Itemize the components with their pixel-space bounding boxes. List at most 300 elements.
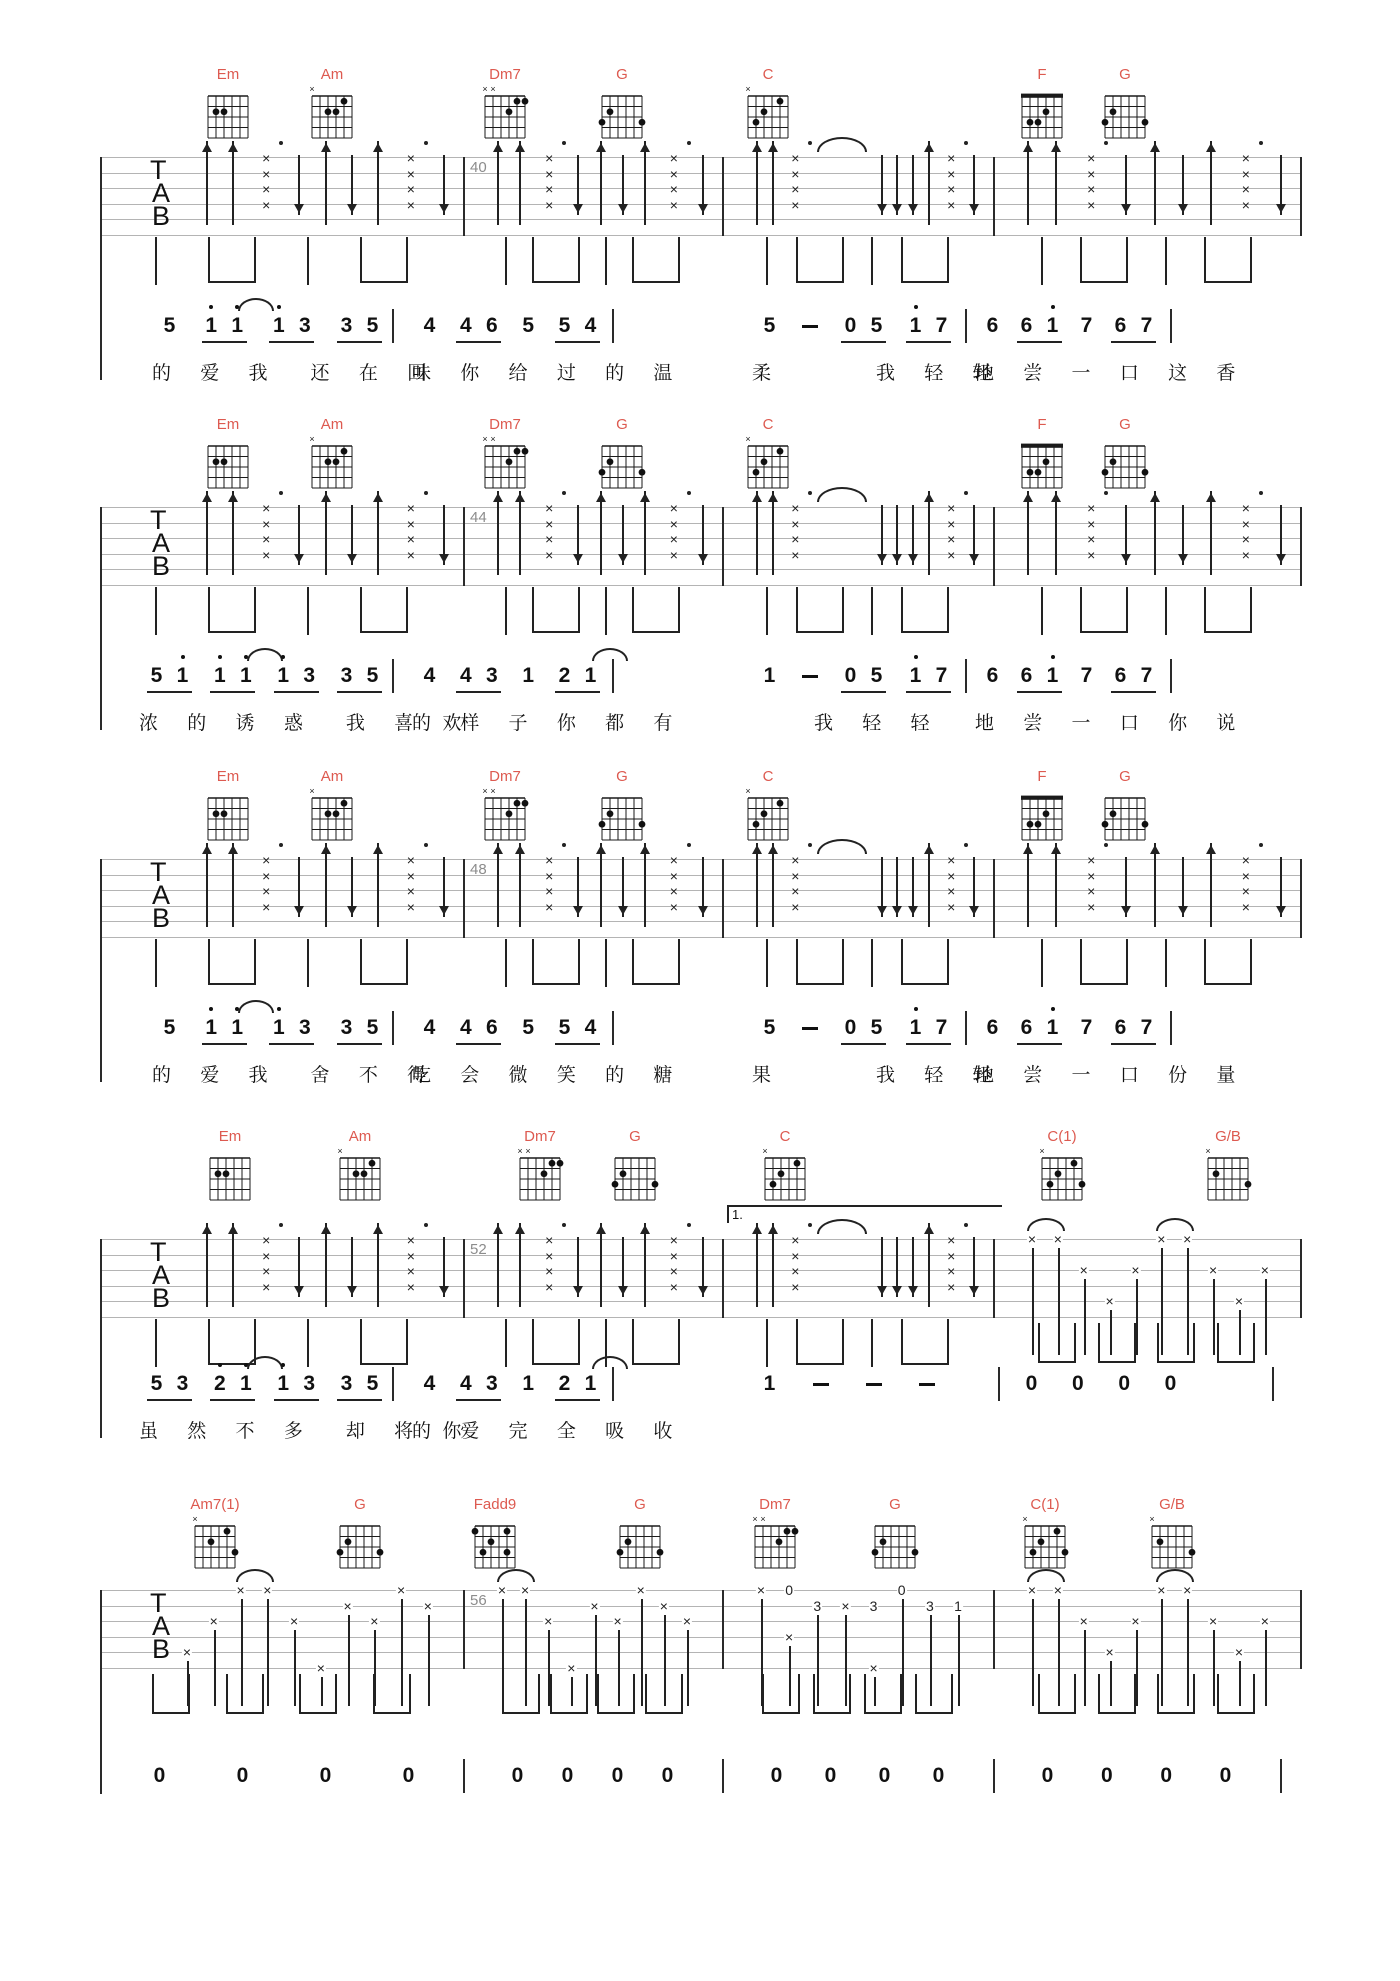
measure-barline xyxy=(993,157,995,236)
muted-note-x-icon: × xyxy=(1234,1293,1244,1309)
strum-up-arrow-icon xyxy=(519,141,521,225)
chord-diagram-g xyxy=(596,786,648,842)
svg-text:×: × xyxy=(490,84,496,94)
svg-text:×: × xyxy=(309,84,315,94)
beam-bracket xyxy=(550,1674,588,1714)
strum-down-arrow-icon xyxy=(1182,505,1184,565)
strum-up-arrow-icon xyxy=(519,491,521,575)
chord-diagram-fadd9 xyxy=(469,1514,521,1570)
beam-bracket xyxy=(532,587,580,633)
system-start-barline xyxy=(100,507,102,730)
melody-note: 4 xyxy=(423,314,436,337)
beam-stem xyxy=(1041,939,1043,987)
melody-note: 5 xyxy=(150,1372,163,1395)
strum-down-arrow-icon xyxy=(896,505,898,565)
melody-note: 5 xyxy=(366,664,379,687)
beam-stem xyxy=(1165,939,1167,987)
chord-diagram-am xyxy=(306,84,358,140)
note-group xyxy=(519,664,538,693)
mute-strum-column: × × × × xyxy=(666,1233,682,1295)
measure-barline xyxy=(993,1239,995,1318)
beam-bracket xyxy=(1204,587,1252,633)
melody-measure xyxy=(993,1764,1280,1793)
beam-bracket xyxy=(532,1319,580,1365)
beam-bracket xyxy=(796,587,844,633)
beam-stem xyxy=(871,939,873,987)
staccato-dot xyxy=(562,843,566,847)
melody-note: 1 xyxy=(1046,314,1059,338)
mute-strum-column: × × × × xyxy=(1238,151,1254,213)
muted-note-x-icon: × xyxy=(497,1582,507,1598)
beam-bracket xyxy=(208,237,256,283)
muted-note-x-icon: × xyxy=(1131,1262,1140,1278)
strum-measure xyxy=(497,491,704,591)
chord-g xyxy=(1099,84,1151,145)
eighth-note-group xyxy=(269,1016,314,1045)
chord-dm7 xyxy=(479,84,531,145)
note-group xyxy=(160,314,179,343)
chord-diagram-g xyxy=(609,1146,661,1202)
chord-name-am: Am xyxy=(320,66,344,83)
melody-note: 0 xyxy=(319,1764,332,1787)
svg-text:×: × xyxy=(482,786,488,796)
eighth-note-group xyxy=(456,664,501,693)
chord-name-am: Am xyxy=(320,768,344,785)
melody-note: 3 xyxy=(303,664,315,687)
melody-note: 4 xyxy=(584,1016,597,1039)
beam-row xyxy=(1023,587,1270,639)
mute-strum-column: × × × × xyxy=(787,853,803,915)
system-start-barline xyxy=(100,859,102,1082)
tie-arc-icon xyxy=(817,839,867,854)
eighth-note-group xyxy=(337,1372,382,1401)
note-group xyxy=(1038,1764,1057,1793)
lyrics-line: 味 你 给 过 的 温 xyxy=(412,363,685,384)
melody-note: 6 xyxy=(986,1016,999,1039)
melody-note: 7 xyxy=(1080,664,1093,687)
strum-up-arrow-icon xyxy=(928,843,930,927)
beam-stem xyxy=(1165,237,1167,285)
melody-note: 0 xyxy=(402,1764,415,1787)
strum-down-arrow-icon xyxy=(881,505,883,565)
melody-note: 1 xyxy=(1046,664,1059,688)
beam-row xyxy=(493,587,692,639)
chord-diagram-c xyxy=(742,84,794,140)
lyrics-line: 浓 的 诱 惑 我 喜 欢 xyxy=(139,713,474,734)
staccato-dot xyxy=(1259,843,1263,847)
chord-name-am7-1: Am7(1) xyxy=(190,1496,240,1513)
melody-barline xyxy=(1170,659,1172,693)
beam-bracket xyxy=(901,1319,949,1365)
strum-up-arrow-icon xyxy=(1210,843,1212,927)
muted-note-x-icon: × xyxy=(756,1582,766,1598)
lyrics-line: 吃 会 微 笑 的 糖 xyxy=(412,1065,685,1086)
strum-up-arrow-icon xyxy=(206,491,208,575)
melody-note: 4 xyxy=(423,664,436,687)
beam-row xyxy=(752,587,963,639)
svg-text:×: × xyxy=(490,434,496,444)
chord-f xyxy=(1016,786,1068,847)
strum-measure xyxy=(497,1223,704,1323)
melody-note: 6 xyxy=(986,664,999,687)
melody-note: 7 xyxy=(935,664,948,687)
beam-row xyxy=(756,1674,959,1718)
chord-diagram-g xyxy=(596,84,648,140)
melody-note: 6 xyxy=(1114,1016,1127,1039)
muted-note-x-icon: × xyxy=(1053,1582,1062,1598)
chord-diagram-g-b xyxy=(1202,1146,1254,1202)
melody-note: 0 xyxy=(1164,1372,1177,1395)
melody-note: 7 xyxy=(935,314,948,337)
chord-g xyxy=(869,1514,921,1575)
chord-diagram-am xyxy=(306,434,358,490)
strum-up-arrow-icon xyxy=(377,491,379,575)
lyrics-line: 的 爱 完 全 吸 收 xyxy=(412,1421,685,1442)
measure-barline xyxy=(722,507,724,586)
strum-down-arrow-icon xyxy=(622,155,624,215)
eighth-note-group xyxy=(841,314,886,343)
beam-row xyxy=(752,939,963,991)
eighth-note-group xyxy=(202,1016,247,1045)
chord-name-f: F xyxy=(1037,768,1047,785)
mute-strum-column: × × × × xyxy=(943,151,959,213)
melody-note: 3 xyxy=(340,664,353,687)
chord-g xyxy=(1099,786,1151,847)
melody-measure xyxy=(392,1016,612,1045)
beam-bracket xyxy=(1080,939,1128,985)
beam-stem xyxy=(155,1319,157,1367)
beam-bracket xyxy=(632,1319,680,1365)
tab-clef-letter-a: A xyxy=(152,178,171,208)
chord-am7-1 xyxy=(189,1514,241,1575)
mute-strum-column: × × × × xyxy=(1083,151,1099,213)
measure-barline xyxy=(463,157,465,236)
tab-clef-letter-b: B xyxy=(152,903,171,933)
system-start-barline xyxy=(100,1590,102,1794)
strum-up-arrow-icon xyxy=(377,1223,379,1307)
strum-up-arrow-icon xyxy=(206,843,208,927)
tab-clef-letter-t: T xyxy=(150,857,167,887)
beam-bracket xyxy=(373,1674,411,1714)
svg-text:×: × xyxy=(482,84,488,94)
octave-dot xyxy=(1051,305,1055,309)
note-group xyxy=(821,1764,840,1793)
staccato-dot xyxy=(687,141,691,145)
strum-up-arrow-icon xyxy=(325,491,327,575)
octave-dot xyxy=(281,655,285,659)
chord-diagram-am7-1 xyxy=(189,1514,241,1570)
strum-up-arrow-icon xyxy=(497,1223,499,1307)
melody-note: 4 xyxy=(459,1372,472,1395)
svg-text:×: × xyxy=(745,786,751,796)
lyrics-line: 地 尝 一 口 你 说 xyxy=(975,713,1248,734)
muted-note-x-icon: × xyxy=(1079,1613,1088,1629)
half-note-dash xyxy=(866,1383,882,1386)
melody-note: 4 xyxy=(584,314,597,337)
half-note-dash xyxy=(802,325,818,328)
strum-up-arrow-icon xyxy=(1055,491,1057,575)
beam-stem xyxy=(307,587,309,635)
strum-down-arrow-icon xyxy=(443,857,445,917)
melody-note: 1 xyxy=(763,1372,776,1395)
beam-bracket xyxy=(1038,1323,1076,1363)
note-group xyxy=(760,1016,779,1045)
strum-up-arrow-icon xyxy=(928,1223,930,1307)
beam-row xyxy=(752,237,963,289)
beam-stem xyxy=(871,587,873,635)
eighth-note-group xyxy=(1111,314,1156,343)
beam-bracket xyxy=(796,237,844,283)
strum-measure xyxy=(206,1223,445,1323)
melody-barline xyxy=(1170,1011,1172,1045)
note-group xyxy=(1097,1764,1116,1793)
strum-measure xyxy=(1027,491,1282,591)
chord-f xyxy=(1016,84,1068,145)
strum-measure xyxy=(1027,843,1282,943)
measure-barline xyxy=(1300,1239,1302,1318)
svg-text:×: × xyxy=(745,434,751,444)
strum-down-arrow-icon xyxy=(298,505,300,565)
eighth-note-group xyxy=(555,1372,600,1401)
melody-note: 0 xyxy=(878,1764,891,1787)
measure-barline xyxy=(722,1590,724,1669)
measure-barline xyxy=(993,859,995,938)
measure-barline xyxy=(722,1239,724,1318)
melody-note: 0 xyxy=(844,1016,857,1039)
strum-down-arrow-icon xyxy=(702,857,704,917)
melody-barline xyxy=(1280,1759,1282,1793)
octave-dot xyxy=(209,1007,213,1011)
muted-note-x-icon: × xyxy=(544,1613,553,1629)
strum-up-arrow-icon xyxy=(756,141,758,225)
chord-diagram-dm7 xyxy=(479,84,531,140)
melody-note: 1 xyxy=(239,664,252,688)
chord-diagram-g xyxy=(334,1514,386,1570)
measure-barline xyxy=(463,1590,465,1669)
strum-down-arrow-icon xyxy=(912,155,914,215)
melody-note: 1 xyxy=(213,664,226,688)
strum-measure xyxy=(756,1223,975,1323)
chord-em xyxy=(202,84,254,145)
mute-strum-column: × × × × xyxy=(943,501,959,563)
chord-diagram-c-1 xyxy=(1036,1146,1088,1202)
melody-note: 3 xyxy=(340,1372,353,1395)
strum-up-arrow-icon xyxy=(206,141,208,225)
note-group xyxy=(608,1764,627,1793)
muted-note-x-icon: × xyxy=(397,1582,406,1598)
staccato-dot xyxy=(424,843,428,847)
tab-clef-letter-b: B xyxy=(152,1283,171,1313)
melody-note: 0 xyxy=(153,1764,166,1787)
staccato-dot xyxy=(687,843,691,847)
beam-row xyxy=(497,1674,688,1718)
octave-dot xyxy=(914,655,918,659)
beam-stem xyxy=(307,237,309,285)
strum-up-arrow-icon xyxy=(1027,141,1029,225)
strum-up-arrow-icon xyxy=(772,491,774,575)
staccato-dot xyxy=(279,491,283,495)
tab-clef-letter-t: T xyxy=(150,1588,167,1618)
melody-note: 0 xyxy=(236,1764,249,1787)
strum-measure xyxy=(756,491,975,591)
strum-up-arrow-icon xyxy=(928,141,930,225)
svg-text:×: × xyxy=(309,434,315,444)
note-group xyxy=(810,1372,832,1391)
chord-c-1 xyxy=(1036,1146,1088,1207)
muted-note-x-icon: × xyxy=(636,1582,645,1598)
beam-stem xyxy=(605,587,607,635)
beam-stem xyxy=(766,1319,768,1367)
staccato-dot xyxy=(1259,141,1263,145)
melody-barline xyxy=(1272,1367,1274,1401)
melody-note: 0 xyxy=(844,664,857,687)
melody-note: 7 xyxy=(1080,1016,1093,1039)
note-group xyxy=(1068,1372,1087,1401)
melody-note: 2 xyxy=(558,664,571,687)
beam-stem xyxy=(505,587,507,635)
note-group xyxy=(760,664,779,693)
melody-note: 1 xyxy=(239,1372,252,1396)
strum-up-arrow-icon xyxy=(497,141,499,225)
svg-text:×: × xyxy=(525,1146,531,1156)
strum-up-arrow-icon xyxy=(772,1223,774,1307)
note-group xyxy=(760,1372,779,1401)
melody-note: 0 xyxy=(1025,1372,1038,1395)
melody-measure xyxy=(105,664,392,693)
strum-down-arrow-icon xyxy=(351,505,353,565)
muted-note-x-icon: × xyxy=(613,1613,622,1629)
beam-stem xyxy=(1041,237,1043,285)
chord-diagram-g xyxy=(1099,786,1151,842)
mute-strum-column: × × × × xyxy=(1238,853,1254,915)
melody-note: 4 xyxy=(423,1372,436,1395)
beam-bracket xyxy=(1098,1674,1136,1714)
staccato-dot xyxy=(687,491,691,495)
mute-strum-column: × × × × xyxy=(403,151,419,213)
beam-bracket xyxy=(1217,1323,1255,1363)
beam-stem xyxy=(605,237,607,285)
melody-note: 0 xyxy=(770,1764,783,1787)
strum-up-arrow-icon xyxy=(232,141,234,225)
octave-dot xyxy=(277,1007,281,1011)
strum-down-arrow-icon xyxy=(298,1237,300,1297)
beam-row xyxy=(752,1319,963,1371)
octave-dot xyxy=(914,305,918,309)
staccato-dot xyxy=(562,1223,566,1227)
measure-number: 52 xyxy=(470,1241,487,1258)
chord-fadd9 xyxy=(469,1514,521,1575)
mute-strum-column: × × × × xyxy=(943,1233,959,1295)
chord-diagram-em xyxy=(202,434,254,490)
note-group xyxy=(160,1016,179,1045)
strum-up-arrow-icon xyxy=(1210,141,1212,225)
strum-down-arrow-icon xyxy=(443,1237,445,1297)
strum-down-arrow-icon xyxy=(577,155,579,215)
chord-diagram-g-b xyxy=(1146,1514,1198,1570)
note-group xyxy=(519,1372,538,1401)
tab-fret-number: 0 xyxy=(785,1582,794,1598)
lyrics-line: 地 尝 一 口 这 香 xyxy=(975,363,1248,384)
staccato-dot xyxy=(964,491,968,495)
chord-name-em: Em xyxy=(218,1128,242,1145)
melody-note: 7 xyxy=(935,1016,948,1039)
beam-bracket xyxy=(796,1319,844,1365)
beam-bracket xyxy=(1098,1323,1136,1363)
melody-measure xyxy=(392,1372,612,1401)
svg-text:×: × xyxy=(762,1146,768,1156)
measure-barline xyxy=(463,1239,465,1318)
note-group xyxy=(799,1016,821,1035)
beam-bracket xyxy=(208,587,256,633)
chord-diagram-c-1 xyxy=(1019,1514,1071,1570)
note-group xyxy=(233,1764,252,1793)
eighth-note-group xyxy=(906,314,951,343)
chord-name-c-1: C(1) xyxy=(1030,1496,1060,1513)
note-group xyxy=(760,314,779,343)
note-group xyxy=(1077,664,1096,693)
strum-down-arrow-icon xyxy=(443,505,445,565)
beam-bracket xyxy=(901,939,949,985)
chord-c xyxy=(742,434,794,495)
svg-text:×: × xyxy=(309,786,315,796)
mute-strum-column: × × × × xyxy=(1083,853,1099,915)
note-group xyxy=(1161,1372,1180,1401)
melody-note: 7 xyxy=(1140,1016,1153,1039)
system-start-barline xyxy=(100,157,102,380)
tab-clef-letter-a: A xyxy=(152,1611,171,1641)
tie-arc-icon xyxy=(238,1000,274,1013)
staccato-dot xyxy=(279,1223,283,1227)
muted-note-x-icon: × xyxy=(590,1597,599,1614)
chord-g xyxy=(1099,434,1151,495)
chord-g xyxy=(596,434,648,495)
beam-row xyxy=(130,939,433,991)
strum-down-arrow-icon xyxy=(973,1237,975,1297)
strum-measure xyxy=(756,141,975,241)
melody-note: 5 xyxy=(150,664,163,687)
tab-clef-letter-b: B xyxy=(152,201,171,231)
tab-fret-number: 0 xyxy=(897,1582,906,1598)
strum-up-arrow-icon xyxy=(1027,843,1029,927)
chord-am xyxy=(334,1146,386,1207)
chord-diagram-em xyxy=(202,786,254,842)
chord-am xyxy=(306,434,358,495)
mute-strum-column: × × × × xyxy=(541,1233,557,1295)
tie-arc-icon xyxy=(1027,1218,1065,1231)
muted-note-x-icon: × xyxy=(236,1582,245,1598)
strum-up-arrow-icon xyxy=(644,141,646,225)
melody-note: 5 xyxy=(522,1016,534,1039)
mute-strum-column: × × × × xyxy=(541,853,557,915)
melody-note: 5 xyxy=(870,664,883,687)
half-note-dash xyxy=(802,1027,818,1030)
strum-up-arrow-icon xyxy=(600,141,602,225)
staccato-dot xyxy=(1259,491,1263,495)
beam-bracket xyxy=(226,1674,264,1714)
staccato-dot xyxy=(424,1223,428,1227)
svg-text:×: × xyxy=(760,1514,766,1524)
chord-diagram-c xyxy=(742,786,794,842)
octave-dot xyxy=(209,305,213,309)
beam-bracket xyxy=(152,1674,190,1714)
strum-down-arrow-icon xyxy=(1280,505,1282,565)
staccato-dot xyxy=(279,843,283,847)
eighth-note-group xyxy=(555,1016,600,1045)
staccato-dot xyxy=(687,1223,691,1227)
chord-dm7 xyxy=(749,1514,801,1575)
muted-note-x-icon: × xyxy=(370,1613,379,1629)
chord-name-g-b: G/B xyxy=(1159,1496,1185,1513)
